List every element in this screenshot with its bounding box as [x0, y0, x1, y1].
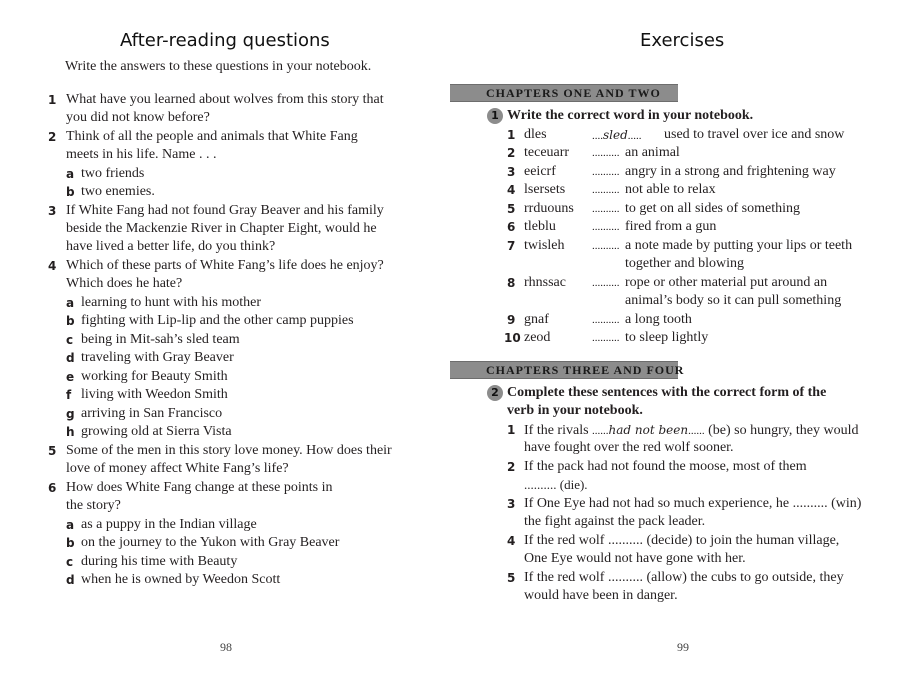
section-banner-label: CHAPTERS THREE AND FOUR	[486, 363, 685, 377]
option-text: living with Weedon Smith	[81, 387, 228, 402]
option-text: arriving in San Francisco	[81, 406, 223, 421]
left-intro: Write the answers to these questions in your notebook.	[65, 59, 372, 74]
scrambled-word: zeod	[524, 330, 551, 345]
handwritten-answer: had not been	[608, 423, 689, 437]
sentence-text: If the red wolf .......... (allow) the cubs to go outside, they	[524, 570, 844, 585]
exercise-number-badge: 2	[487, 385, 503, 401]
page-number: 98	[220, 640, 232, 654]
option-letter: b	[66, 314, 75, 328]
question-text: the story?	[66, 498, 121, 513]
sentence-text: If One Eye had not had so much experience, he .......... (win)	[524, 496, 862, 511]
scrambled-word: twisleh	[524, 238, 565, 253]
question-text: you did not know before?	[66, 110, 210, 125]
option-text: during his time with Beauty	[81, 554, 238, 569]
item-number: 10	[504, 331, 521, 345]
question-number: 5	[48, 444, 57, 458]
option-letter: b	[66, 536, 75, 550]
exercise-instruction: verb in your notebook.	[507, 403, 643, 418]
sentence-text: One Eye would not have gone with her.	[524, 551, 746, 566]
scrambled-word: lsersets	[524, 182, 566, 197]
scrambled-word: tleblu	[524, 219, 556, 234]
question-text: Which of these parts of White Fang’s life does he enjoy?	[66, 258, 384, 273]
item-number: 1	[507, 423, 516, 437]
sentence-text: If the red wolf .......... (decide) to join the human village,	[524, 533, 840, 548]
item-number: 1	[507, 128, 516, 142]
answer-blank: ..........	[592, 332, 620, 344]
item-number: 5	[507, 202, 516, 216]
word-definition: an animal	[625, 145, 680, 160]
item-number: 9	[507, 313, 516, 327]
scrambled-word: dles	[524, 127, 547, 142]
question-text: Which does he hate?	[66, 276, 183, 291]
question-number: 3	[48, 204, 57, 218]
word-definition: angry in a strong and frightening way	[625, 164, 836, 179]
scrambled-word: rhnssac	[524, 275, 566, 290]
answer-blank: ....sled.....	[592, 128, 642, 142]
handwritten-answer: sled	[603, 128, 628, 142]
item-number: 3	[507, 497, 516, 511]
item-number: 7	[507, 239, 516, 253]
option-letter: c	[66, 555, 74, 569]
option-letter: b	[66, 185, 75, 199]
item-number: 2	[507, 146, 516, 160]
sentence-text: .......... (die).	[524, 477, 588, 492]
option-text: when he is owned by Weedon Scott	[81, 572, 281, 587]
answer-blank: ..........	[592, 203, 620, 215]
item-number: 8	[507, 276, 516, 290]
scrambled-word: teceuarr	[524, 145, 570, 160]
exercise-instruction: Write the correct word in your notebook.	[507, 108, 754, 123]
question-number: 2	[48, 130, 57, 144]
question-text: What have you learned about wolves from this story that	[66, 92, 384, 107]
word-definition: to get on all sides of something	[625, 201, 800, 216]
sentence-text: would have been in danger.	[524, 588, 678, 603]
question-text: Think of all the people and animals that White Fang	[66, 129, 358, 144]
question-text: How does White Fang change at these points in	[66, 480, 333, 495]
right-page-title: Exercises	[640, 30, 725, 51]
question-text: beside the Mackenzie River in Chapter Eight, would he	[66, 221, 377, 236]
exercise-instruction: Complete these sentences with the correct form of the	[507, 385, 827, 400]
option-text: traveling with Gray Beaver	[81, 350, 234, 365]
word-definition: animal’s body so it can pull something	[625, 293, 842, 308]
word-definition: a long tooth	[625, 312, 692, 327]
question-text: Some of the men in this story love money. How does their	[66, 443, 392, 458]
option-text: two friends	[81, 166, 145, 181]
option-text: being in Mit-sah’s sled team	[81, 332, 240, 347]
word-definition: rope or other material put around an	[625, 275, 828, 290]
option-text: growing old at Sierra Vista	[81, 424, 232, 439]
word-definition: to sleep lightly	[625, 330, 709, 345]
question-number: 6	[48, 481, 57, 495]
answer-blank: ..........	[592, 166, 620, 178]
item-number: 3	[507, 165, 516, 179]
item-number: 6	[507, 220, 516, 234]
option-text: working for Beauty Smith	[81, 369, 228, 384]
option-text: two enemies.	[81, 184, 155, 199]
left-page-title: After-reading questions	[120, 30, 330, 51]
right-page	[450, 0, 900, 690]
item-number: 5	[507, 571, 516, 585]
option-letter: a	[66, 518, 75, 532]
question-text: have lived a better life, do you think?	[66, 239, 276, 254]
sentence-text: If the rivals ......had not been...... (be) so hungry, they would	[524, 423, 859, 438]
answer-blank: ..........	[592, 277, 620, 289]
word-definition: a note made by putting your lips or teeth	[625, 238, 853, 253]
option-letter: g	[66, 407, 75, 421]
question-number: 1	[48, 93, 57, 107]
option-letter: d	[66, 351, 75, 365]
item-number: 2	[507, 460, 516, 474]
answer-blank: ..........	[592, 147, 620, 159]
sentence-text: the fight against the pack leader.	[524, 514, 706, 529]
scrambled-word: eeicrf	[524, 164, 556, 179]
word-definition: used to travel over ice and snow	[664, 127, 845, 142]
exercise-number-badge: 1	[487, 108, 503, 124]
option-letter: e	[66, 370, 75, 384]
answer-blank: ..........	[592, 184, 620, 196]
option-letter: a	[66, 167, 75, 181]
question-text: If White Fang had not found Gray Beaver and his family	[66, 203, 384, 218]
scrambled-word: rrduouns	[524, 201, 574, 216]
page-number: 99	[677, 640, 689, 654]
option-text: learning to hunt with his mother	[81, 295, 262, 310]
option-letter: f	[66, 388, 72, 402]
option-letter: c	[66, 333, 74, 347]
section-banner	[450, 361, 685, 379]
option-letter: a	[66, 296, 75, 310]
word-definition: not able to relax	[625, 182, 716, 197]
option-text: fighting with Lip-lip and the other camp puppies	[81, 313, 354, 328]
sentence-text: If the pack had not found the moose, most of them	[524, 459, 807, 474]
section-banner-label: CHAPTERS ONE AND TWO	[486, 86, 661, 100]
sentence-text: have fought over the red wolf sooner.	[524, 440, 734, 455]
section-banner	[450, 84, 678, 102]
question-number: 4	[48, 259, 57, 273]
answer-blank: ..........	[592, 240, 620, 252]
question-text: meets in his life. Name . . .	[66, 147, 217, 162]
option-letter: d	[66, 573, 75, 587]
item-number: 4	[507, 183, 516, 197]
item-number: 4	[507, 534, 516, 548]
word-definition: together and blowing	[625, 256, 744, 271]
question-text: love of money affect White Fang’s life?	[66, 461, 289, 476]
answer-blank: ..........	[592, 314, 620, 326]
scrambled-word: gnaf	[524, 312, 549, 327]
option-letter: h	[66, 425, 75, 439]
answer-blank: ..........	[592, 221, 620, 233]
word-definition: fired from a gun	[625, 219, 717, 234]
option-text: on the journey to the Yukon with Gray Beaver	[81, 535, 340, 550]
option-text: as a puppy in the Indian village	[81, 517, 257, 532]
